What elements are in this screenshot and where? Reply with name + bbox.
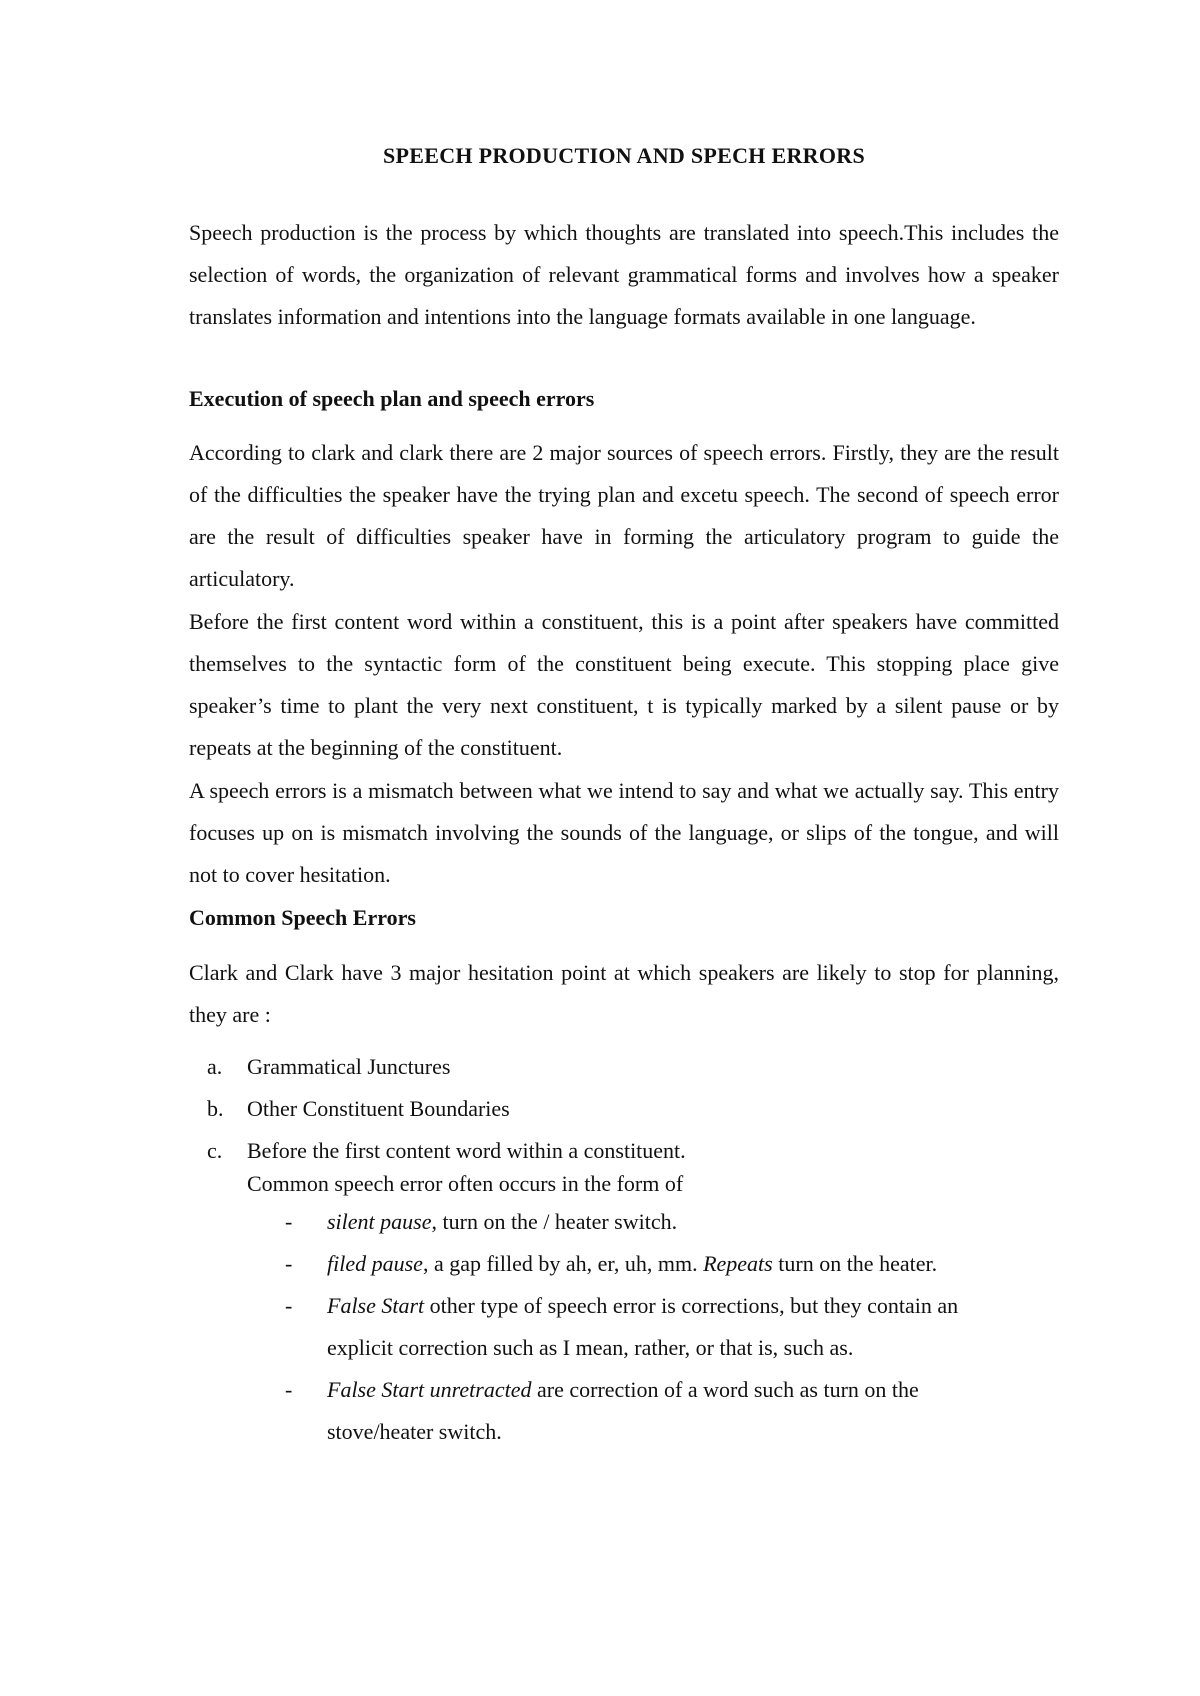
paragraph-sources: According to clark and clark there are 2 major sources of speech errors. Firstly, they are the result of the difficulties the speaker have the trying plan and excetu speech. The second of speech error are the result of difficulties speaker have in forming the articulatory program to guide the articulatory. [189, 440, 1059, 591]
error-term: False Start [327, 1293, 425, 1318]
list-marker: b. [207, 1096, 224, 1121]
paragraph-first-content-word: Before the first content word within a constituent, this is a point after speakers have committed themselves to the syntactic form of the constituent being execute. This stopping place give speaker’s time to plant the very next constituent, t is typically marked by a silent pause or by repeats at the beginning of the constituent. [189, 609, 1059, 760]
speech-error-list [247, 1201, 1007, 1453]
list-marker: c. [207, 1138, 223, 1163]
common-error-note: Common speech error often occurs in the form of [247, 1171, 684, 1196]
list-item [247, 1369, 1007, 1453]
list-item [247, 1285, 1007, 1369]
list-dash: - [285, 1377, 293, 1402]
list-item [247, 1243, 1007, 1285]
list-item [247, 1201, 1007, 1243]
error-description-secondary: turn on the heater. [772, 1251, 938, 1276]
error-description: , a gap filled by ah, er, uh, mm. [422, 1251, 704, 1276]
hesitation-point-list [189, 1046, 1059, 1172]
list-dash: - [285, 1293, 293, 1318]
list-item [189, 1046, 1059, 1088]
error-term: False Start unretracted [327, 1377, 532, 1402]
list-item-text: Other Constituent Boundaries [247, 1096, 510, 1121]
error-term-secondary: Repeats [703, 1251, 773, 1276]
error-description: , turn on the / heater switch. [431, 1209, 678, 1234]
paragraph-mismatch: A speech errors is a mismatch between what we intend to say and what we actually say. This entry focuses up on is mismatch involving the sounds of the language, or slips of the tongue, and will not to cover hesitation. [189, 778, 1059, 887]
list-item-text: Before the first content word within a constituent. [247, 1138, 686, 1163]
error-term: silent pause [327, 1209, 432, 1234]
error-term: filed pause [327, 1251, 423, 1276]
list-item-text: Grammatical Junctures [247, 1054, 451, 1079]
list-dash: - [285, 1251, 293, 1276]
document-title: SPEECH PRODUCTION AND SPECH ERRORS [382, 143, 866, 168]
list-dash: - [285, 1209, 293, 1234]
paragraph-hesitation-points: Clark and Clark have 3 major hesitation point at which speakers are likely to stop for planning, they are : [189, 960, 1059, 1027]
error-description: other type of speech error is corrections, but they contain an explicit correction such as I mean, rather, or that is, such as. [327, 1293, 959, 1360]
section-heading-common-errors: Common Speech Errors [189, 905, 416, 930]
error-description: are correction of a word such as turn on the stove/heater switch. [327, 1377, 919, 1444]
list-item [189, 1088, 1059, 1130]
intro-paragraph: Speech production is the process by which thoughts are translated into speech.This includes the selection of words, the organization of relevant grammatical forms and involves how a speaker translates information and intentions into the language formats available in one language. [189, 220, 1059, 329]
list-marker: a. [207, 1054, 223, 1079]
section-heading-execution: Execution of speech plan and speech errors [189, 386, 595, 411]
